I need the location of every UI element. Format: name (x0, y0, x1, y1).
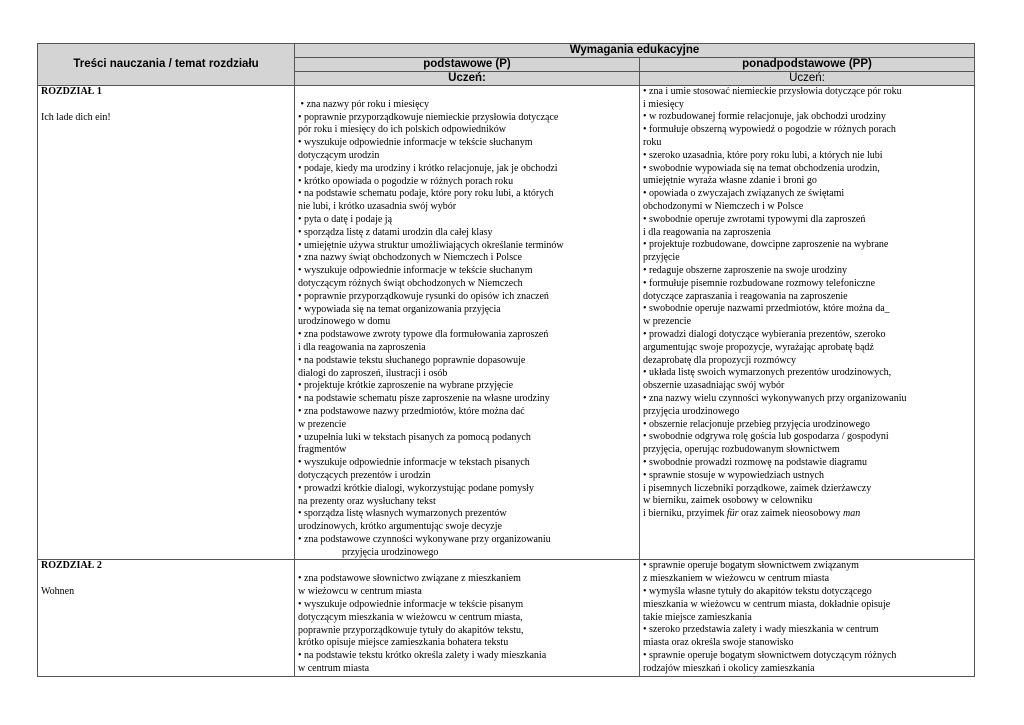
requirement-line: • w rozbudowanej formie relacjonuje, jak obchodzi urodziny (643, 111, 886, 123)
requirement-line: • zna podstawowe nazwy przedmiotów, które można dać (298, 405, 525, 417)
requirement-line: • projektuje rozbudowane, dowcipne zaproszenie na wybrane (643, 239, 889, 251)
requirement-line: przyjęcia, operując rozbudowanym słownictwem (643, 444, 840, 456)
requirement-line: dotyczących prezentów i urodzin (298, 469, 431, 481)
requirement-line: • swobodnie wypowiada się na temat obchodzenia urodzin, (643, 162, 880, 174)
requirement-line: obszernie uzasadniając swój wybór (643, 380, 785, 392)
unit-1-topic-cell (38, 85, 295, 560)
requirement-line: • sporządza listę z datami urodzin dla całej klasy (298, 226, 493, 238)
requirement-line: rodzajów mieszkań i okolicy zamieszkania (643, 662, 815, 674)
requirement-line: i dla reagowania na zaproszenia (643, 226, 771, 238)
requirement-line: • wyszukuje odpowiednie informacje w tekście pisanym (298, 599, 524, 611)
unit-1-extended-requirements (640, 85, 975, 560)
line-fragment: oraz zaimek nieosobowy (738, 508, 843, 520)
topic-column-header: Treści nauczania / temat rozdziału (38, 44, 295, 86)
requirement-line: • projektuje krótkie zaproszenie na wybrane przyjęcie (298, 380, 514, 392)
requirement-line: • na podstawie tekstu krótko określa zalety i wady mieszkania (298, 650, 547, 662)
requirement-line: w wieżowcu w centrum miasta (298, 586, 422, 598)
requirement-line: i pisemnych liczebniki porządkowe, zaimek dzierżawczy (643, 482, 872, 494)
requirement-line: • sprawnie operuje bogatym słownictwem związanym (643, 560, 859, 572)
unit-row-2 (38, 560, 975, 676)
unit-2-title: ROZDZIAŁ 2 (41, 560, 102, 572)
requirement-line: dotyczącym urodzin (298, 149, 380, 161)
requirement-line: • swobodnie odgrywa rolę gościa lub gospodarza / gospodyni (643, 431, 889, 443)
requirement-line: dotyczącym różnych świąt obchodzonych w Niemczech (298, 277, 523, 289)
requirement-line: • sporządza listę własnych wymarzonych prezentów (298, 508, 507, 520)
requirement-line: • formułuje pisemnie rozbudowane rozmowy telefoniczne (643, 277, 876, 289)
requirement-line: krótko opisuje miejsce zamieszkania bohatera tekstu (298, 637, 509, 649)
requirement-line: • wyszukuje odpowiednie informacje w tekście słuchanym (298, 137, 533, 149)
requirement-line: nie lubi, i krótko uzasadnia swój wybór (298, 201, 457, 213)
requirement-line: dialogi do zaproszeń, ilustracji i osób (298, 367, 448, 379)
unit-row-1 (38, 85, 975, 560)
line-fragment: i bierniku, przyimek (643, 508, 727, 520)
requirement-line: w bierniku, zaimek osobowy w celowniku (643, 495, 813, 507)
requirement-line: urodzinowych, krótko argumentując swoje decyzje (298, 521, 502, 533)
requirement-line: pór roku i miesięcy do ich polskich odpowiedników (298, 124, 507, 136)
italic-term: für (726, 508, 739, 520)
requirement-line: poprawnie przyporządkowuje tytuły do akapitów tekstu, (298, 624, 524, 636)
requirement-line: przyjęcia urodzinowego (643, 405, 740, 417)
requirement-line: • swobodnie operuje nazwami przedmiotów, które można da_ (643, 303, 890, 315)
requirements-table (37, 43, 975, 677)
requirement-line: • poprawnie przyporządkowuje rysunki do opisów ich znaczeń (298, 290, 549, 302)
requirement-line: z mieszkaniem w wieżowcu w centrum miasta (643, 573, 830, 585)
unit-2-topic-cell (38, 560, 295, 676)
requirement-line: i miesięcy (643, 98, 684, 110)
requirement-line: w prezencie (298, 418, 347, 430)
requirement-line: przyjęcie (643, 252, 680, 264)
requirement-line: • swobodnie prowadzi rozmowę na podstawie diagramu (643, 456, 867, 468)
requirement-line: • umiejętnie używa struktur umożliwiających określanie terminów (298, 239, 564, 251)
requirement-line: • sprawnie stosuje w wypowiedziach ustnych (643, 469, 824, 481)
italic-term: man (842, 508, 861, 520)
basic-student-header: Uczeń: (295, 72, 640, 86)
unit-1-title: ROZDZIAŁ 1 (41, 85, 102, 97)
requirement-line: • sprawnie operuje bogatym słownictwem dotyczącym różnych (643, 650, 897, 662)
requirement-line: • zna podstawowe słownictwo związane z mieszkaniem (298, 573, 521, 585)
requirement-line: • wyszukuje odpowiednie informacje w tekście słuchanym (298, 265, 533, 277)
requirement-line: • formułuje obszerną wypowiedź o pogodzie w różnych porach (643, 124, 896, 136)
requirement-line: dotyczące zapraszania i reagowania na zaproszenie (643, 290, 848, 302)
requirement-line: • szeroko uzasadnia, które pory roku lubi, a których nie lubi (643, 149, 883, 161)
requirement-line: dezaprobatę dla propozycji rozmówcy (643, 354, 796, 366)
requirement-line: • prowadzi krótkie dialogi, wykorzystując podane pomysły (298, 482, 534, 494)
requirement-line: roku (643, 136, 662, 148)
requirement-line: • wypowiada się na temat organizowania przyjęcia (298, 303, 501, 315)
unit-2-extended-requirements (640, 560, 975, 676)
requirement-line: takie miejsce zamieszkania (643, 611, 752, 623)
requirement-line: • szeroko przedstawia zalety i wady mieszkania w centrum (643, 624, 879, 636)
requirement-line: • uzupełnia luki w tekstach pisanych za pomocą podanych (298, 431, 531, 443)
requirement-line: przyjęcia urodzinowego (342, 546, 439, 558)
requirement-line: • swobodnie operuje zwrotami typowymi dla zaproszeń (643, 213, 866, 225)
requirement-line: • na podstawie schematu pisze zaproszenie na własne urodziny (298, 393, 550, 405)
requirement-line: • redaguje obszerne zaproszenie na swoje urodziny (643, 264, 847, 276)
requirement-line: • prowadzi dialogi dotyczące wybierania prezentów, szeroko (643, 328, 886, 340)
requirement-line: obchodzonymi w Niemczech i w Polsce (643, 200, 804, 212)
requirement-line: • na podstawie schematu podaje, które pory roku lubi, a których (298, 188, 554, 200)
requirement-line: dotyczącym mieszkania w wieżowcu w centrum miasta, (298, 611, 523, 623)
requirement-line: miasta oraz określa swoje stanowisko (643, 637, 794, 649)
requirement-line: umiejętnie wyraża własne zdanie i broni go (643, 175, 817, 187)
requirement-line (643, 508, 971, 521)
requirement-line: • układa listę swoich wymarzonych prezentów urodzinowych, (643, 367, 892, 379)
requirement-line: • zna nazwy pór roku i miesięcy (298, 98, 429, 110)
requirement-line: • pyta o datę i podaje ją (298, 213, 393, 225)
requirement-line: • podaje, kiedy ma urodziny i krótko relacjonuje, jak je obchodzi (298, 162, 558, 174)
unit-2-basic-requirements (295, 560, 640, 676)
requirement-line: fragmentów (298, 444, 347, 456)
unit-1-basic-requirements (295, 85, 640, 560)
requirement-line: w prezencie (643, 316, 692, 328)
requirement-line: na prezenty oraz wysłuchany tekst (298, 495, 436, 507)
unit-2-name: Wohnen (41, 586, 75, 598)
extended-student-header: Uczeń: (640, 72, 975, 86)
basic-level-header: podstawowe (P) (295, 58, 640, 72)
requirements-header: Wymagania edukacyjne (295, 44, 975, 58)
unit-1-name: Ich lade dich ein! (41, 111, 111, 123)
requirement-line: • opowiada o zwyczajach związanych ze świętami (643, 188, 845, 200)
requirement-line: • zna podstawowe zwroty typowe dla formułowania zaproszeń (298, 329, 549, 341)
requirement-line: i dla reagowania na zaproszenia (298, 341, 426, 353)
requirement-line: • zna i umie stosować niemieckie przysłowia dotyczące pór roku (643, 85, 902, 97)
extended-level-header: ponadpodstawowe (PP) (640, 58, 975, 72)
requirement-line: urodzinowego w domu (298, 316, 391, 328)
requirement-line: • zna nazwy świąt obchodzonych w Niemczech i Polsce (298, 252, 522, 264)
requirement-line: • na podstawie tekstu słuchanego poprawnie dopasowuje (298, 354, 526, 366)
requirement-line: • poprawnie przyporządkowuje niemieckie przysłowia dotyczące (298, 111, 559, 123)
requirement-line: mieszkania w wieżowcu w centrum miasta, dokładnie opisuje (643, 598, 891, 610)
requirement-line: • krótko opowiada o pogodzie w różnych porach roku (298, 175, 514, 187)
requirement-line: • wymyśla własne tytuły do akapitów tekstu dotyczącego (643, 586, 872, 598)
requirement-line: • zna nazwy wielu czynności wykonywanych przy organizowaniu (643, 392, 907, 404)
requirement-line: • zna podstawowe czynności wykonywane przy organizowaniu (298, 533, 551, 545)
requirement-line: w centrum miasta (298, 663, 370, 675)
requirement-line: • wyszukuje odpowiednie informacje w tekstach pisanych (298, 457, 530, 469)
requirement-line: • obszernie relacjonuje przebieg przyjęcia urodzinowego (643, 418, 871, 430)
requirement-line: argumentując swoje propozycje, wyrażając aprobatę bądź (643, 341, 874, 353)
